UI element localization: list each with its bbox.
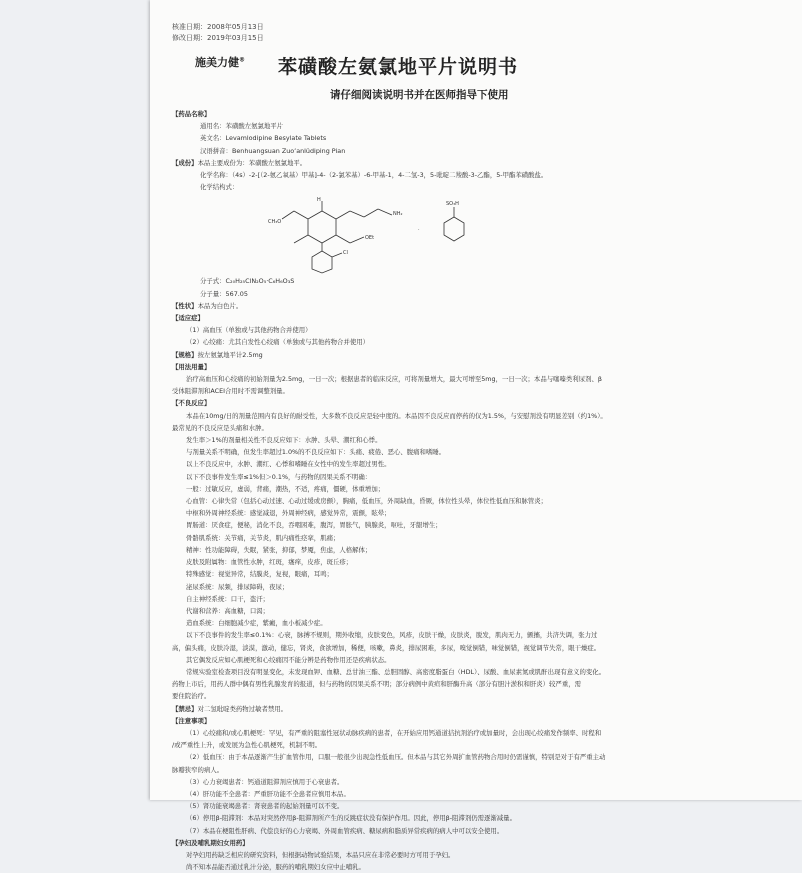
chemical-name: 化学名称：（4s）-2-[（2-氨乙氧基）甲基]-4-（2-氯苯基）-6-甲基-1，4-二氢-3，5-吡啶二羧酸-3-乙酯，5-甲酯苯磺酸盐。	[200, 171, 548, 180]
text-line: 胃肠道：厌食症，便秘，消化不良，吞咽困难，腹泻，胃胀气，胰腺炎，呕吐，牙龈增生；	[186, 521, 442, 530]
text-line: （3）心力衰竭患者：钙通道阻滞剂应慎用于心衰患者。	[186, 777, 344, 786]
brand-logo	[195, 54, 245, 70]
document-title: 苯磺酸左氨氯地平片说明书	[278, 56, 519, 78]
text-line: 对孕妇用药缺乏相应的研究资料，但根据动物试验结果，本品只应在非常必要时方可用于孕妇。	[186, 850, 455, 859]
text-line: 与剂量关系不明确，但发生率超过1.0%的不良反应如下：头痛、疲倦、恶心、腹痛和嗜睡。	[186, 448, 446, 457]
registered-mark: ®	[239, 56, 245, 64]
section-heading-composition: 【成份】	[172, 158, 198, 167]
approval-date: 核准日期：2008年05月13日	[172, 23, 264, 31]
composition-line	[172, 157, 784, 169]
text-line: 泌尿系统：尿频，排尿障碍，夜尿；	[186, 582, 289, 591]
spec-line	[172, 349, 784, 361]
section-heading-precautions: 【注意事项】	[172, 716, 211, 725]
text-line: 高，偏头痛，皮肤冷湿，淡漠，激动，健忘，肾炎，食欲增加，稀便，咳嗽，鼻炎，排尿困难，多尿，嗅觉倒错，味觉倒错，视觉调节失常，眼干燥症。	[172, 643, 601, 652]
text-line: 要住院治疗。	[172, 692, 211, 701]
text-line: 心血管：心律失常（包括心动过速、心动过缓或房颤），胸痛，低血压，外周缺血，昏厥，体位性头晕，体位性低血压和脉管炎；	[186, 497, 548, 506]
contraindication-line	[172, 703, 784, 715]
revision-date: 修改日期：2019年03月15日	[172, 34, 264, 42]
pinyin-name: 汉语拼音：Benhuangsuan Zuo’anlüdiping Pian	[200, 146, 346, 155]
text-line: 以下不良事件发生率≤1%但＞0.1%，与药物的因果关系不明确：	[186, 472, 372, 481]
text-line: 发生率＞1%的剂量相关性不良反应如下：水肿、头晕、潮红和心悸。	[186, 436, 382, 445]
indication-item: （1）高血压（单独或与其他药物合并使用）	[186, 326, 312, 335]
text-line: 药物上市后，用药人群中偶有男性乳腺发育的报道，但与药物的因果关系不明；部分病例中黄疸和肝酶升高（部分有胆汁淤积和肝炎）较严重，需	[172, 680, 581, 689]
sulfonic-acid-label: SO₃H	[446, 201, 459, 208]
package-insert-sheet	[150, 0, 802, 872]
molecular-formula: 分子式：C₂₀H₂₅ClN₂O₅·C₆H₆O₃S	[200, 277, 295, 286]
chemical-structure	[172, 193, 784, 273]
text-line: 以下不良事件的发生率≤0.1%：心衰，脉搏不规则，期外收缩，皮肤变色，风疹，皮肤干燥，皮肤炎，脱发，肌肉无力，颤搐，共济失调，张力过	[186, 631, 598, 640]
text-line: 本品在10mg/日的剂量范围内有良好的耐受性，大多数不良反应是轻中度的。本品因不良反应而停药的仅为1.5%，与安慰剂没有明显差别（约1%）。	[186, 411, 607, 420]
text-line: 其它偶发反应如心肌梗死和心绞痛因不能分辨是药物作用还是疾病状态。	[186, 655, 391, 664]
text-line: （1）心绞痛和/或心肌梗死：罕见，有严重的阻塞性冠状动脉疾病的患者，在开始应用钙通道拮抗剂治疗或加量时，会出现心绞痛发作频率、时程和	[186, 728, 602, 737]
text-line: 皮肤及附属物：血管性水肿，红斑，瘙痒，皮疹，斑丘疹；	[186, 558, 353, 567]
text-line: 代谢和营养：高血糖，口渴；	[186, 606, 270, 615]
section-heading-indications: 【适应症】	[172, 314, 204, 323]
character-line	[172, 300, 784, 312]
section-heading-spec: 【规格】	[172, 350, 198, 359]
text-line: 骨骼肌系统：关节痛，关节炎，肌内痛性痉挛，肌痛；	[186, 533, 340, 542]
chloro-label: Cl	[343, 250, 348, 257]
dosage-text: 治疗高血压和心绞痛的初始剂量为2.5mg，一日一次；根据患者的临床反应，可将剂量增大，最大可增至5mg，一日一次；本品与噻嗪类利尿剂、β	[186, 375, 602, 384]
indication-item: （2）心绞痛：尤其自发性心绞痛（单独或与其他药物合并使用）	[186, 338, 370, 347]
text-line: （5）肾功能衰竭患者：肾衰患者的起始剂量可以不变。	[186, 802, 344, 811]
molecular-weight: 分子量：567.05	[200, 289, 248, 298]
text-line: 中枢和外周神经系统：感觉减退，外周神经病，感觉异常，震颤，眩晕；	[186, 509, 391, 518]
pregnancy-list	[172, 849, 784, 873]
generic-name: 通用名：苯磺酸左氨氯地平片	[200, 122, 284, 131]
character-text: 本品为白色片。	[197, 301, 243, 310]
text-line: （7）本品在梗阻性肝病、代偿良好的心力衰竭、外周血管疾病、糖尿病和脂质异常疾病的病人中可以安全使用。	[186, 826, 504, 835]
adverse-reactions-list	[172, 410, 784, 703]
text-line: 一般：过敏反应，虚弱，背痛，潮热，不适，疼痛，僵硬，体重增加；	[186, 484, 385, 493]
text-line: （2）低血压：由于本品逐渐产生扩血管作用，口服一般很少出现急性低血压。但本品与其它外周扩血管药物合用时仍需谨慎，特别是对于有严重主动	[186, 753, 606, 762]
english-name: 英文名：Levamlodipine Besylate Tablets	[200, 134, 327, 143]
chlorophenyl-ring	[312, 251, 332, 273]
text-line: 最常见的不良反应是头痛和水肿。	[172, 423, 268, 432]
structure-diagram	[232, 193, 492, 273]
section-heading-dosage: 【用法用量】	[172, 362, 211, 371]
document-body	[172, 108, 784, 873]
benzenesulfonic-ring	[444, 217, 464, 241]
text-line: 造血系统：白细胞减少症，紫癜，血小板减少症。	[186, 619, 327, 628]
precautions-list	[172, 727, 784, 837]
text-line: 精神：性功能障碍，失眠，紧张，抑郁，梦魇，焦虑，人格解体；	[186, 545, 372, 554]
ethyl-ester-label: OEt	[365, 235, 375, 242]
amine-group-label: NH₂	[393, 211, 403, 218]
text-line: 以上不良反应中，水肿、潮红、心悸和嗜睡在女性中的发生率超过男性。	[186, 460, 391, 469]
date-block	[172, 22, 264, 44]
section-heading-adverse: 【不良反应】	[172, 399, 211, 408]
text-line: （6）停用β-阻滞剂：本品对突然停用β-阻滞剂所产生的反跳症状没有保护作用。因此，停用β-阻滞剂仍需逐渐减量。	[186, 814, 516, 823]
text-line: （4）肝功能不全患者：严重肝功能不全患者应慎用本品。	[186, 789, 350, 798]
text-line: 尚不知本品能否通过乳汁分泌，服药的哺乳期妇女应中止哺乳。	[186, 863, 365, 872]
salt-dot: ·	[418, 227, 420, 234]
text-line: 常规实验室检查项目没有明显变化，未发现血钾、血糖、总甘油三酯、总胆固醇、高密度脂蛋白（HDL）、尿酸、血尿素氮或肌酐出现有意义的变化。	[186, 667, 606, 676]
composition-text: 本品主要成份为：苯磺酸左氨氯地平。	[197, 158, 307, 167]
dosage-text: 受体阻滞剂和ACEI合用时不需调整剂量。	[172, 387, 289, 396]
methyl-ester-label: CH₃O	[268, 219, 282, 226]
text-line: /或严重性上升，或发展为急性心肌梗死，机制不明。	[172, 741, 322, 750]
structure-label: 化学结构式：	[200, 183, 239, 192]
nh-label: H	[317, 197, 321, 204]
section-heading-contraindications: 【禁忌】	[172, 704, 198, 713]
contraindication-text: 对二氢吡啶类药物过敏者禁用。	[197, 704, 288, 713]
section-heading-character: 【性状】	[172, 301, 198, 310]
text-line: 脉瓣狭窄的病人。	[172, 765, 224, 774]
brand-name: 施美力健	[195, 56, 239, 69]
text-line: 自主神经系统：口干，盗汗；	[186, 594, 270, 603]
text-line: 特殊感觉：视觉异常，结膜炎，复视，眼痛，耳鸣；	[186, 570, 333, 579]
dihydropyridine-ring	[308, 211, 336, 243]
section-heading-pregnancy: 【孕妇及哺乳期妇女用药】	[172, 838, 249, 847]
spec-text: 按左氨氯地平计2.5mg	[197, 350, 263, 359]
section-heading-name: 【药品名称】	[172, 110, 211, 118]
document-subtitle: 请仔细阅读说明书并在医师指导下使用	[330, 89, 509, 101]
